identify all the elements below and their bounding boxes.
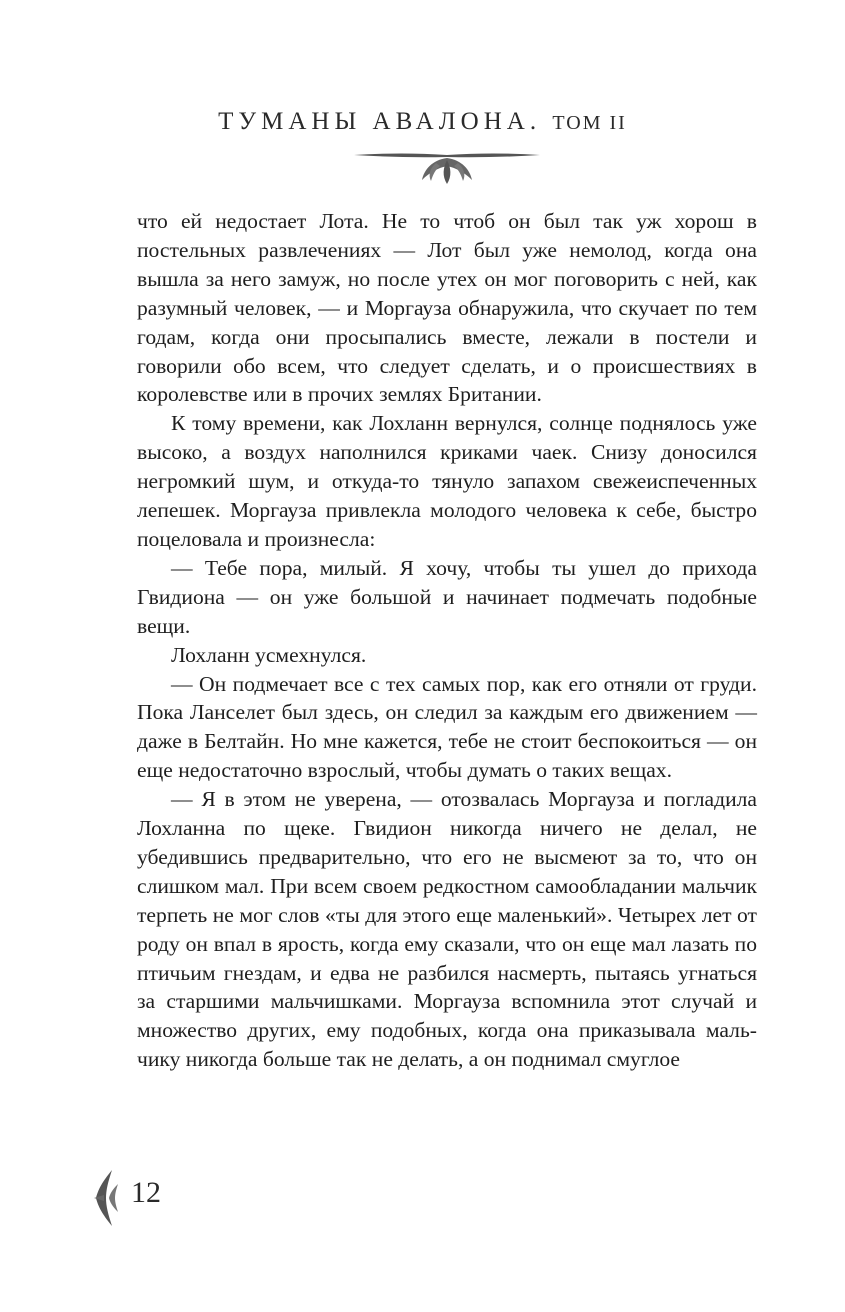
paragraph: — Тебе пора, милый. Я хочу, чтобы ты ушел до прихода Гвидиона — он уже большой и начинает подмечать подобные вещи. <box>137 555 757 638</box>
book-title: ТУМАНЫ АВАЛОНА. <box>218 108 542 135</box>
fleuron-ornament-icon <box>352 148 542 188</box>
paragraph: К тому времени, как Лохланн вернулся, солнце поднялось уже высоко, а воздух наполнился криками чаек. Снизу доносился негромкий шум, и откуда-то тянуло запахом свежеиспеченных лепешек. Моргауза привлекла молодого человека к себе, быстро поцеловала и произнесла: <box>137 411 757 551</box>
page-number: 12 <box>131 1176 161 1209</box>
paragraph: Лохланн усмехнулся. <box>171 642 367 667</box>
paragraph: что ей недостает Лота. Не то чтоб он был так уж хорош в постельных развлечениях — Лот был уже немолод, когда она вышла за него замуж, но после утех он мог поговорить с ней, как разумный человек, — и Моргауза обнаружила, что скучает по тем годам, когда они просыпались вместе, лежали в постели и говорили обо всем, что следует сделать, и о происшествиях в королевстве или в прочих землях Британии. <box>137 209 757 407</box>
body-text <box>137 207 757 1074</box>
paragraph: — Я в этом не уверена, — отозвалась Моргауза и погладила Лохланна по щеке. Гвидион никогда ничего не делал, не убедившись предварительно, что его не высмеют за то, что он слишком мал. При всем своем редкостном самообладании мальчик терпеть не мог слов «ты для этого еще маленький». Четырех лет от роду он впал в ярость, когда ему сказали, что он еще мал лазать по птичьим гнездам, и едва не разбился насмерть, пытаясь угнаться за старшими мальчишками. Моргауза вспомнила этот случай и множество других, ему подобных, когда она приказывала мальчику никогда больше так не делать, а он поднимал смуглое <box>137 787 757 1072</box>
paragraph: — Он подмечает все с тех самых пор, как его отняли от груди. Пока Ланселет был здесь, он следил за каждым его движением — даже в Белтайн. Но мне кажется, тебе не стоит беспокоиться — он еще недостаточно взрослый, чтобы думать о таких вещах. <box>137 671 757 783</box>
running-head <box>0 108 845 136</box>
volume-label: ТОМ II <box>552 112 627 134</box>
fleuron-ornament-icon <box>92 1168 122 1228</box>
